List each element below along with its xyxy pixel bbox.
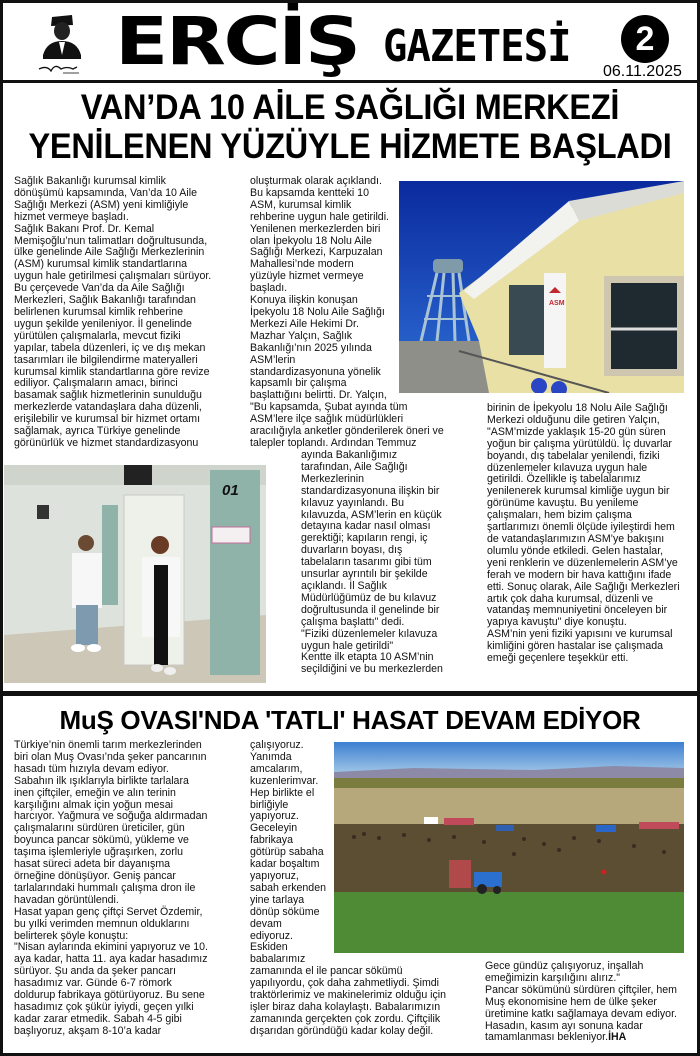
- text-line: olan İpekyolu 18 Nolu Aile: [250, 234, 372, 247]
- text-line: harcıyor. Yağmura ve soğuğa aldırmadan: [14, 810, 208, 823]
- text-line-end: tamamlanması bekleniyor.: [485, 1031, 609, 1044]
- text-line: örneğine dönüşüyor. Geniş pancar: [14, 869, 176, 882]
- text-line: getirildi. Özellikle iş tabelalarımız: [487, 473, 641, 486]
- text-line: taşıma işlemleriyle uğraşırken, zorlu: [14, 846, 183, 859]
- text-line: götürüp sabaha: [250, 846, 324, 859]
- text-line: Hasat yapan genç çiftçi Servet Özdemir,: [14, 905, 203, 918]
- text-line: Sağlığı Merkezi (ASM) yeni kimliğiyle: [14, 198, 189, 211]
- text-line: tarlalarındaki hummalı çalışma dron ile: [14, 881, 196, 894]
- text-line: kimliğini gören hastalar ise çalışmada: [487, 640, 664, 653]
- text-line: aya kadar, hatta 11. aya kadar hasadımız: [14, 953, 208, 966]
- text-line: amcalarım,: [250, 762, 303, 775]
- text-line: ASM’nin yeni fiziki yapısını ve kurumsal: [487, 628, 673, 641]
- text-line: emeğimizin karşılığını alırız.": [485, 971, 621, 984]
- text-line: tasarımları ile bilgilendirme materyalleri: [14, 353, 198, 366]
- article2-column3: [485, 961, 695, 1044]
- text-line: çalışıyoruz.: [250, 739, 304, 751]
- article2-headline: MuŞ OVASI'NDA 'TATLI' HASAT DEVAM EDİYOR: [59, 705, 641, 735]
- article2-column2-wide: [250, 966, 480, 1037]
- text-line: çalışma başlattı" dedi.: [301, 615, 405, 628]
- section-divider: [3, 691, 697, 696]
- text-line: "ASM’mizde yaklaşık 15-20 gün süren: [487, 425, 666, 438]
- text-line: inen çiftçiler, emeğin ve alın terinin: [14, 786, 176, 799]
- text-line: zamanında gerçekten çok zordu. Çiftçilik: [250, 1012, 441, 1025]
- photo-health-center-building: [399, 181, 684, 393]
- text-line: erişilebilir ve kurumsal bir hizmet ortamı: [14, 413, 201, 426]
- text-line: de vatandaşlarımızın ASM’ye bakışını: [487, 532, 665, 545]
- text-line: boyunca pancar sökümü, yükleme ve: [14, 834, 189, 847]
- masthead: [3, 3, 697, 83]
- text-line: seçildiğini ve bu merkezlerden: [301, 663, 443, 676]
- text-line: tabelaların tasarımı gibi tüm: [301, 556, 432, 569]
- text-line: (ASM) kurumsal kimlik standartlarına: [14, 258, 188, 271]
- text-line: yüzüyle hizmet vermeye: [250, 270, 364, 283]
- text-line: İpekyolu 18 Nolu Aile Sağlığı: [250, 305, 385, 318]
- text-line: dönüp söküme: [250, 905, 320, 918]
- text-line: dışarıdan göründüğü kadar kolay değil.: [250, 1024, 434, 1037]
- text-line: Sağlık Bakanı Prof. Dr. Kemal: [14, 222, 155, 235]
- text-line: olumlu yönde etkiledi. Gelen hastalar,: [487, 544, 664, 557]
- text-line: ediliyor. Çalışmaların amacı, birinci: [14, 377, 178, 390]
- text-line: Bu kapsamda kentteki 10: [250, 186, 369, 199]
- text-line: standardizasyonuna ilişkin bir: [301, 484, 440, 497]
- text-line: rehberine uygun hale getirildi.: [250, 210, 389, 223]
- text-line: Pancar sökümünü sürdüren çiftçiler, hem: [485, 983, 677, 996]
- text-line: Hep birlikte el: [250, 786, 315, 799]
- text-line: ediyoruz.: [250, 929, 293, 942]
- text-line: ferah ve modern bir hava kattığını ifade: [487, 568, 672, 581]
- text-line: belirterek şöyle konuştu:: [14, 929, 129, 942]
- text-line: Müdürlüğümüz de bu kılavuz: [301, 591, 437, 604]
- text-line: Sağlığı Merkezi, Karpuzalan: [250, 246, 383, 259]
- text-line: standardizasyonuna yönelik: [250, 365, 381, 378]
- text-line: açıklandı. İl Sağlık: [301, 579, 387, 592]
- text-line: yapıyoruz,: [250, 869, 299, 882]
- text-line: basamak sağlık hizmetlerinin sunulduğu: [14, 389, 202, 402]
- article1-column3: [487, 403, 692, 665]
- text-line: Konuya ilişkin konuşan: [250, 294, 358, 307]
- text-line: uygun şekilde yenileniyor. İl genelinde: [14, 317, 192, 330]
- text-line: hasadımız var. Günde 6-7 römork: [14, 977, 172, 990]
- text-line: boyandı, dış tabelalar yenilendi, fiziki: [487, 449, 660, 462]
- text-line: "Bu kapsamda, Şubat ayında tüm: [250, 401, 408, 414]
- text-line: Bu çerçevede Van’da da Aile Sağlığı: [14, 282, 185, 295]
- text-line: unsurlar ayrıntılı bir şekilde: [301, 568, 428, 581]
- text-line: kuzenlerimvar.: [250, 774, 319, 787]
- text-line: Sabahın ilk ışıklarıyla birlikte tarlalara: [14, 774, 189, 787]
- text-line: başlıyoruz, akşam 8-10’a kadar: [14, 1024, 162, 1037]
- text-line: havadan görüntülendi.: [14, 893, 119, 906]
- text-line: Türkiye’nin önemli tarım merkezlerinden: [14, 739, 202, 751]
- text-line: ASM, kurumsal kimlik: [250, 198, 352, 211]
- text-line: yapıya kavuştu" diye konuştu.: [487, 616, 627, 629]
- text-line: gerektiği; kapıların rengi, iç: [301, 532, 428, 545]
- text-line: görünürlük ve hizmet standardizasyonu: [14, 436, 199, 449]
- masthead-subtitle: GAZETESİ: [383, 21, 571, 72]
- text-line: emeği geçenlere teşekkür etti.: [487, 652, 629, 665]
- text-line: kadar zarar etmedik. Sabah 4-5 gibi: [14, 1012, 182, 1025]
- text-line: uygun hale getirilmesi çalışmaları sürüyor.: [14, 270, 212, 283]
- page-number-badge: 2: [621, 15, 669, 63]
- text-line: üretimine katkı sağlamaya devam ediyor.: [485, 1007, 677, 1020]
- text-line: detayına kadar nasıl olması: [301, 520, 431, 533]
- text-line: Merkezleri, Sağlık Bakanlığı tarafından: [14, 294, 196, 307]
- text-line: Hasadın, kasım ayı sonuna kadar: [485, 1019, 643, 1032]
- text-line: Yanımda: [250, 750, 292, 763]
- text-line: yenilenerek kurumsal kimliğe uygun bir: [487, 485, 670, 498]
- text-line: devam: [250, 917, 282, 930]
- text-line: hizmet vermeye başladı.: [14, 210, 129, 223]
- article2-column2-narrow: [250, 740, 338, 966]
- text-line: yoğun bir çalışma yürütüldü. İç duvarlar: [487, 437, 672, 450]
- text-line: vatandaş memnuniyetini önceleyen bir: [487, 604, 668, 617]
- text-line: Muş ekonomisine hem de ülke şeker: [485, 995, 657, 1008]
- text-line: düzenlemeler kılavuza uygun hale: [487, 461, 648, 474]
- issue-date: 06.11.2025: [603, 63, 682, 80]
- text-line: etti. Sonuç olarak, Aile Sağlığı Merkezleri: [487, 580, 680, 593]
- text-line: Mazhar Yalçın, Sağlık: [250, 329, 353, 342]
- text-line: yapılıyordu, çok daha zahmetliydi. Şimdi: [250, 976, 440, 989]
- text-line: aracılığıyla anketler gönderilerek öneri ve: [250, 425, 444, 438]
- text-line: Kentte ilk etapta 10 ASM’nin: [301, 651, 434, 664]
- text-line: "Fiziki düzenlemeler kılavuza: [301, 627, 438, 640]
- article1-column1: [14, 176, 249, 450]
- text-line: Merkezlerinin: [301, 472, 364, 485]
- text-line: traktörlerimiz ve makinelerimiz olduğu için: [250, 988, 447, 1001]
- text-line: birinin de İpekyolu 18 Nolu Aile Sağlığı: [487, 402, 668, 414]
- text-line: zamanında el ile pancar sökümü: [250, 965, 403, 977]
- text-line: Eskiden: [250, 941, 288, 954]
- text-line: merkezlerde vatandaşlara daha düzenli,: [14, 401, 202, 414]
- text-line: görünüme kavuştu. Bu yenileme: [487, 497, 639, 510]
- text-line: çalışmalarını sürdüren üreticiler, gün: [14, 822, 185, 835]
- text-line: talepler toplandı. Ardından Temmuz: [250, 436, 417, 449]
- masthead-logo: ERCİŞ: [115, 3, 359, 80]
- text-line: hasadımız çok şükür iyiydi, geçen yılki: [14, 1000, 194, 1013]
- text-line: sürüyor. Şu anda da şeker pancarı: [14, 965, 176, 978]
- text-line: dönüşümü kapsamında, Van’da 10 Aile: [14, 186, 197, 199]
- text-line: Gece gündüz çalışıyoruz, inşallah: [485, 960, 644, 972]
- text-line: yapıyoruz.: [250, 810, 299, 823]
- text-line: doldurup fabrikaya götürüyoruz. Bu sene: [14, 989, 205, 1002]
- text-line: belirlenen kurumsal kimlik rehberine: [14, 305, 183, 318]
- text-line: şartlarımızı önemli ölçüde iyileştirdi hem: [487, 521, 675, 534]
- text-line: artık çok daha kurumsal, düzenli ve: [487, 592, 654, 605]
- news-source: İHA: [608, 1031, 627, 1044]
- text-line: kılavuz yayınlandı. Bu: [301, 496, 405, 509]
- text-line: karşılığını almak için yoğun mesai: [14, 798, 173, 811]
- text-line: işler biraz daha kolaylaştı. Babalarımızın: [250, 1000, 441, 1013]
- text-line: ASM’lerin: [250, 353, 296, 366]
- text-line: yapılar, tabela düzenleri, iç ve dış mekan: [14, 341, 206, 354]
- text-line: yürütülen çalışmalarla, mevcut fiziki: [14, 329, 181, 342]
- ataturk-portrait-icon: [33, 11, 91, 77]
- text-line: Merkezi olduğunu dile getiren Yalçın,: [487, 413, 660, 426]
- text-line: Merkezi Aile Hekimi Dr.: [250, 317, 359, 330]
- text-line: oluşturmak olarak açıklandı.: [250, 175, 382, 187]
- article1-headline-line1: VAN’DA 10 AİLE SAĞLIĞI MERKEZİ: [80, 88, 620, 127]
- text-line: kılavuzda, ASM’lerin en küçük: [301, 508, 442, 521]
- text-line: sağlamak, ayrıca Türkiye genelinde: [14, 425, 181, 438]
- text-line: ayında Bakanlığımız: [301, 449, 397, 461]
- text-line: Memişoğlu’nun talimatları doğrultusunda,: [14, 234, 208, 247]
- text-line: doğrultusunda il genelinde bir: [301, 603, 440, 616]
- door-number-label: 01: [222, 482, 239, 499]
- article2-column1: [14, 740, 249, 1038]
- text-line: Mahallesi’nde modern: [250, 258, 354, 271]
- text-line: başlattığını belirtti. Dr. Yalçın,: [250, 389, 387, 402]
- text-line: çalışmaları, hem bizim çalışma: [487, 509, 632, 522]
- article1-column2-bottom: [301, 450, 461, 676]
- text-line: Bakanlığı’nın 2025 yılında: [250, 341, 372, 354]
- text-line: "Nisan aylarında ekimini yapıyoruz ve 10.: [14, 941, 208, 954]
- text-line: hasat süreci adeta bir dayanışma: [14, 858, 171, 871]
- text-line: başladı.: [250, 282, 288, 295]
- photo-doctors-corridor: [4, 465, 266, 683]
- text-line: babalarımız: [250, 953, 306, 966]
- text-line: biri olan Muş Ovası’nda şeker pancarının: [14, 750, 207, 763]
- text-line: bu yılki verimden memnun olduklarını: [14, 917, 190, 930]
- text-line: ülke genelinde Aile Sağlığı Merkezlerinin: [14, 246, 205, 259]
- article1-headline-line2: YENİLENEN YÜZÜYLE HİZMETE BAŞLADI: [28, 127, 672, 166]
- text-line: [485, 1032, 695, 1044]
- text-line: Geceleyin: [250, 822, 298, 835]
- text-line: duvarların boyası, dış: [301, 544, 403, 557]
- text-line: fabrikaya: [250, 834, 293, 847]
- asm-sign-text: ASM: [549, 300, 565, 307]
- text-line: kurumsal kimlik standartlarına göre revize: [14, 365, 210, 378]
- photo-sugar-beet-harvest: [334, 742, 684, 953]
- text-line: Sağlık Bakanlığı kurumsal kimlik: [14, 175, 166, 187]
- text-line: yeni renklerin ve düzenlemelerin ASM’ye: [487, 556, 678, 569]
- text-line: kadar boşaltım: [250, 858, 320, 871]
- text-line: hasadı tüm hızıyla devam ediyor.: [14, 762, 169, 775]
- text-line: kapsamlı bir çalışma: [250, 377, 347, 390]
- text-line: yine tarlaya: [250, 893, 305, 906]
- text-line: uygun hale getirildi": [301, 639, 394, 652]
- text-line: tarafından, Aile Sağlığı: [301, 460, 408, 473]
- text-line: birliğiyle: [250, 798, 289, 811]
- text-line: Yenilenen merkezlerden biri: [250, 222, 381, 235]
- text-line: sabah erkenden: [250, 881, 326, 894]
- text-line: ASM’lere ilçe sağlık müdürlükleri: [250, 413, 404, 426]
